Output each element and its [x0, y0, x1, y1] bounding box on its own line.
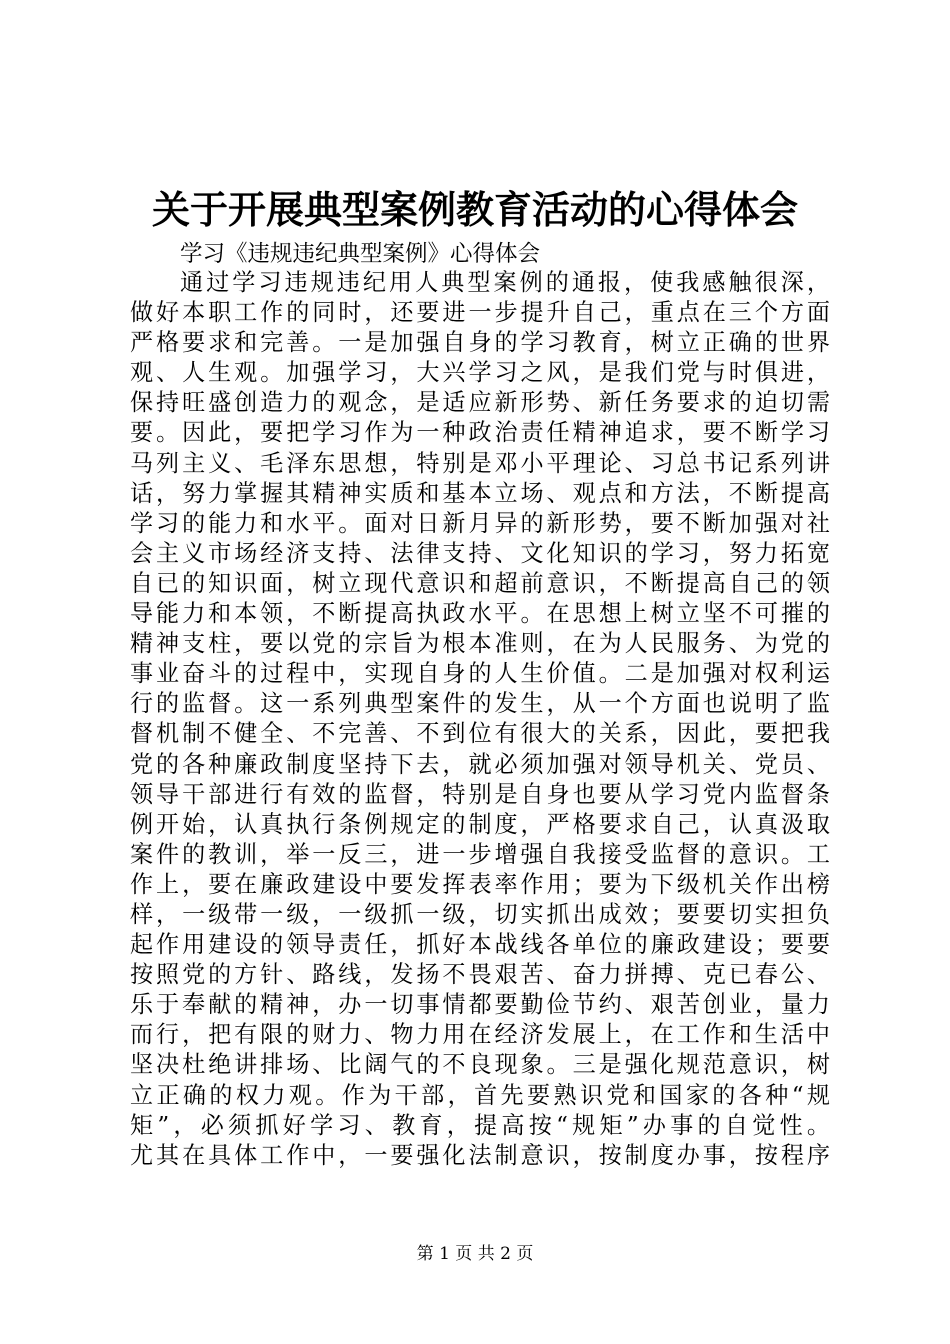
body-text-line: 导能力和本领，不断提高执政水平。在思想上树立坚不可摧的: [130, 601, 830, 628]
body-text-line: 领导干部进行有效的监督，特别是自身也要从学习党内监督条: [130, 781, 830, 808]
body-text-line: 马列主义、毛泽东思想，特别是邓小平理论、习总书记系列讲: [130, 450, 830, 477]
body-text-line: 乐于奉献的精神，办一切事情都要勤俭节约、艰苦创业，量力: [130, 992, 830, 1019]
body-text-line: 坚决杜绝讲排场、比阔气的不良现象。三是强化规范意识，树: [130, 1052, 830, 1079]
body-text-line: 行的监督。这一系列典型案件的发生，从一个方面也说明了监: [130, 691, 830, 718]
body-text-line: 样，一级带一级，一级抓一级，切实抓出成效；要要切实担负: [130, 901, 830, 928]
body-text-line: 事业奋斗的过程中，实现自身的人生价值。二是加强对权利运: [130, 661, 830, 688]
body-text-line: 会主义市场经济支持、法律支持、文化知识的学习，努力拓宽: [130, 540, 830, 567]
body-text-line: 做好本职工作的同时，还要进一步提升自己，重点在三个方面: [130, 300, 830, 327]
body-text-line: 矩”，必须抓好学习、教育，提高按“规矩”办事的自觉性。: [130, 1112, 830, 1139]
body-text-line: 自已的知识面，树立现代意识和超前意识，不断提高自己的领: [130, 570, 830, 597]
body-text-line: 督机制不健全、不完善、不到位有很大的关系，因此，要把我: [130, 721, 830, 748]
body-text-line: 要。因此，要把学习作为一种政治责任精神追求，要不断学习: [130, 420, 830, 447]
document-subtitle: 学习《违规违纪典型案例》心得体会: [180, 241, 541, 267]
body-text-line: 通过学习违规违纪用人典型案例的通报，使我感触很深，: [180, 270, 830, 296]
body-text-line: 立正确的权力观。作为干部，首先要熟识党和国家的各种“规: [130, 1082, 830, 1109]
body-text-line: 党的各种廉政制度坚持下去，就必须加强对领导机关、党员、: [130, 751, 830, 778]
page-footer: 第 1 页 共 2 页: [416, 1244, 534, 1264]
body-text-line: 起作用建设的领导责任，抓好本战线各单位的廉政建设；要要: [130, 932, 830, 959]
body-text-line: 而行，把有限的财力、物力用在经济发展上，在工作和生活中: [130, 1022, 830, 1049]
body-text-line: 案件的教训，举一反三，进一步增强自我接受监督的意识。工: [130, 841, 830, 868]
body-text-line: 精神支柱，要以党的宗旨为根本准则，在为人民服务、为党的: [130, 631, 830, 658]
body-text-line: 保持旺盛创造力的观念，是适应新形势、新任务要求的迫切需: [130, 390, 830, 417]
body-text-line: 话，努力掌握其精神实质和基本立场、观点和方法，不断提高: [130, 480, 830, 507]
document-title: 关于开展典型案例教育活动的心得体会: [151, 187, 798, 232]
body-text-line: 例开始，认真执行条例规定的制度，严格要求自己，认真汲取: [130, 811, 830, 838]
body-text-line: 学习的能力和水平。面对日新月异的新形势，要不断加强对社: [130, 510, 830, 537]
body-text-line: 尤其在具体工作中，一要强化法制意识，按制度办事，按程序: [130, 1142, 830, 1169]
document-body: [130, 268, 830, 1171]
body-text-line: 严格要求和完善。一是加强自身的学习教育，树立正确的世界: [130, 330, 830, 357]
body-text-line: 作上，要在廉政建设中要发挥表率作用；要为下级机关作出榜: [130, 871, 830, 898]
body-text-line: 按照党的方针、路线，发扬不畏艰苦、奋力拼搏、克已春公、: [130, 962, 830, 989]
body-text-line: 观、人生观。加强学习，大兴学习之风，是我们党与时俱进，: [130, 360, 830, 387]
